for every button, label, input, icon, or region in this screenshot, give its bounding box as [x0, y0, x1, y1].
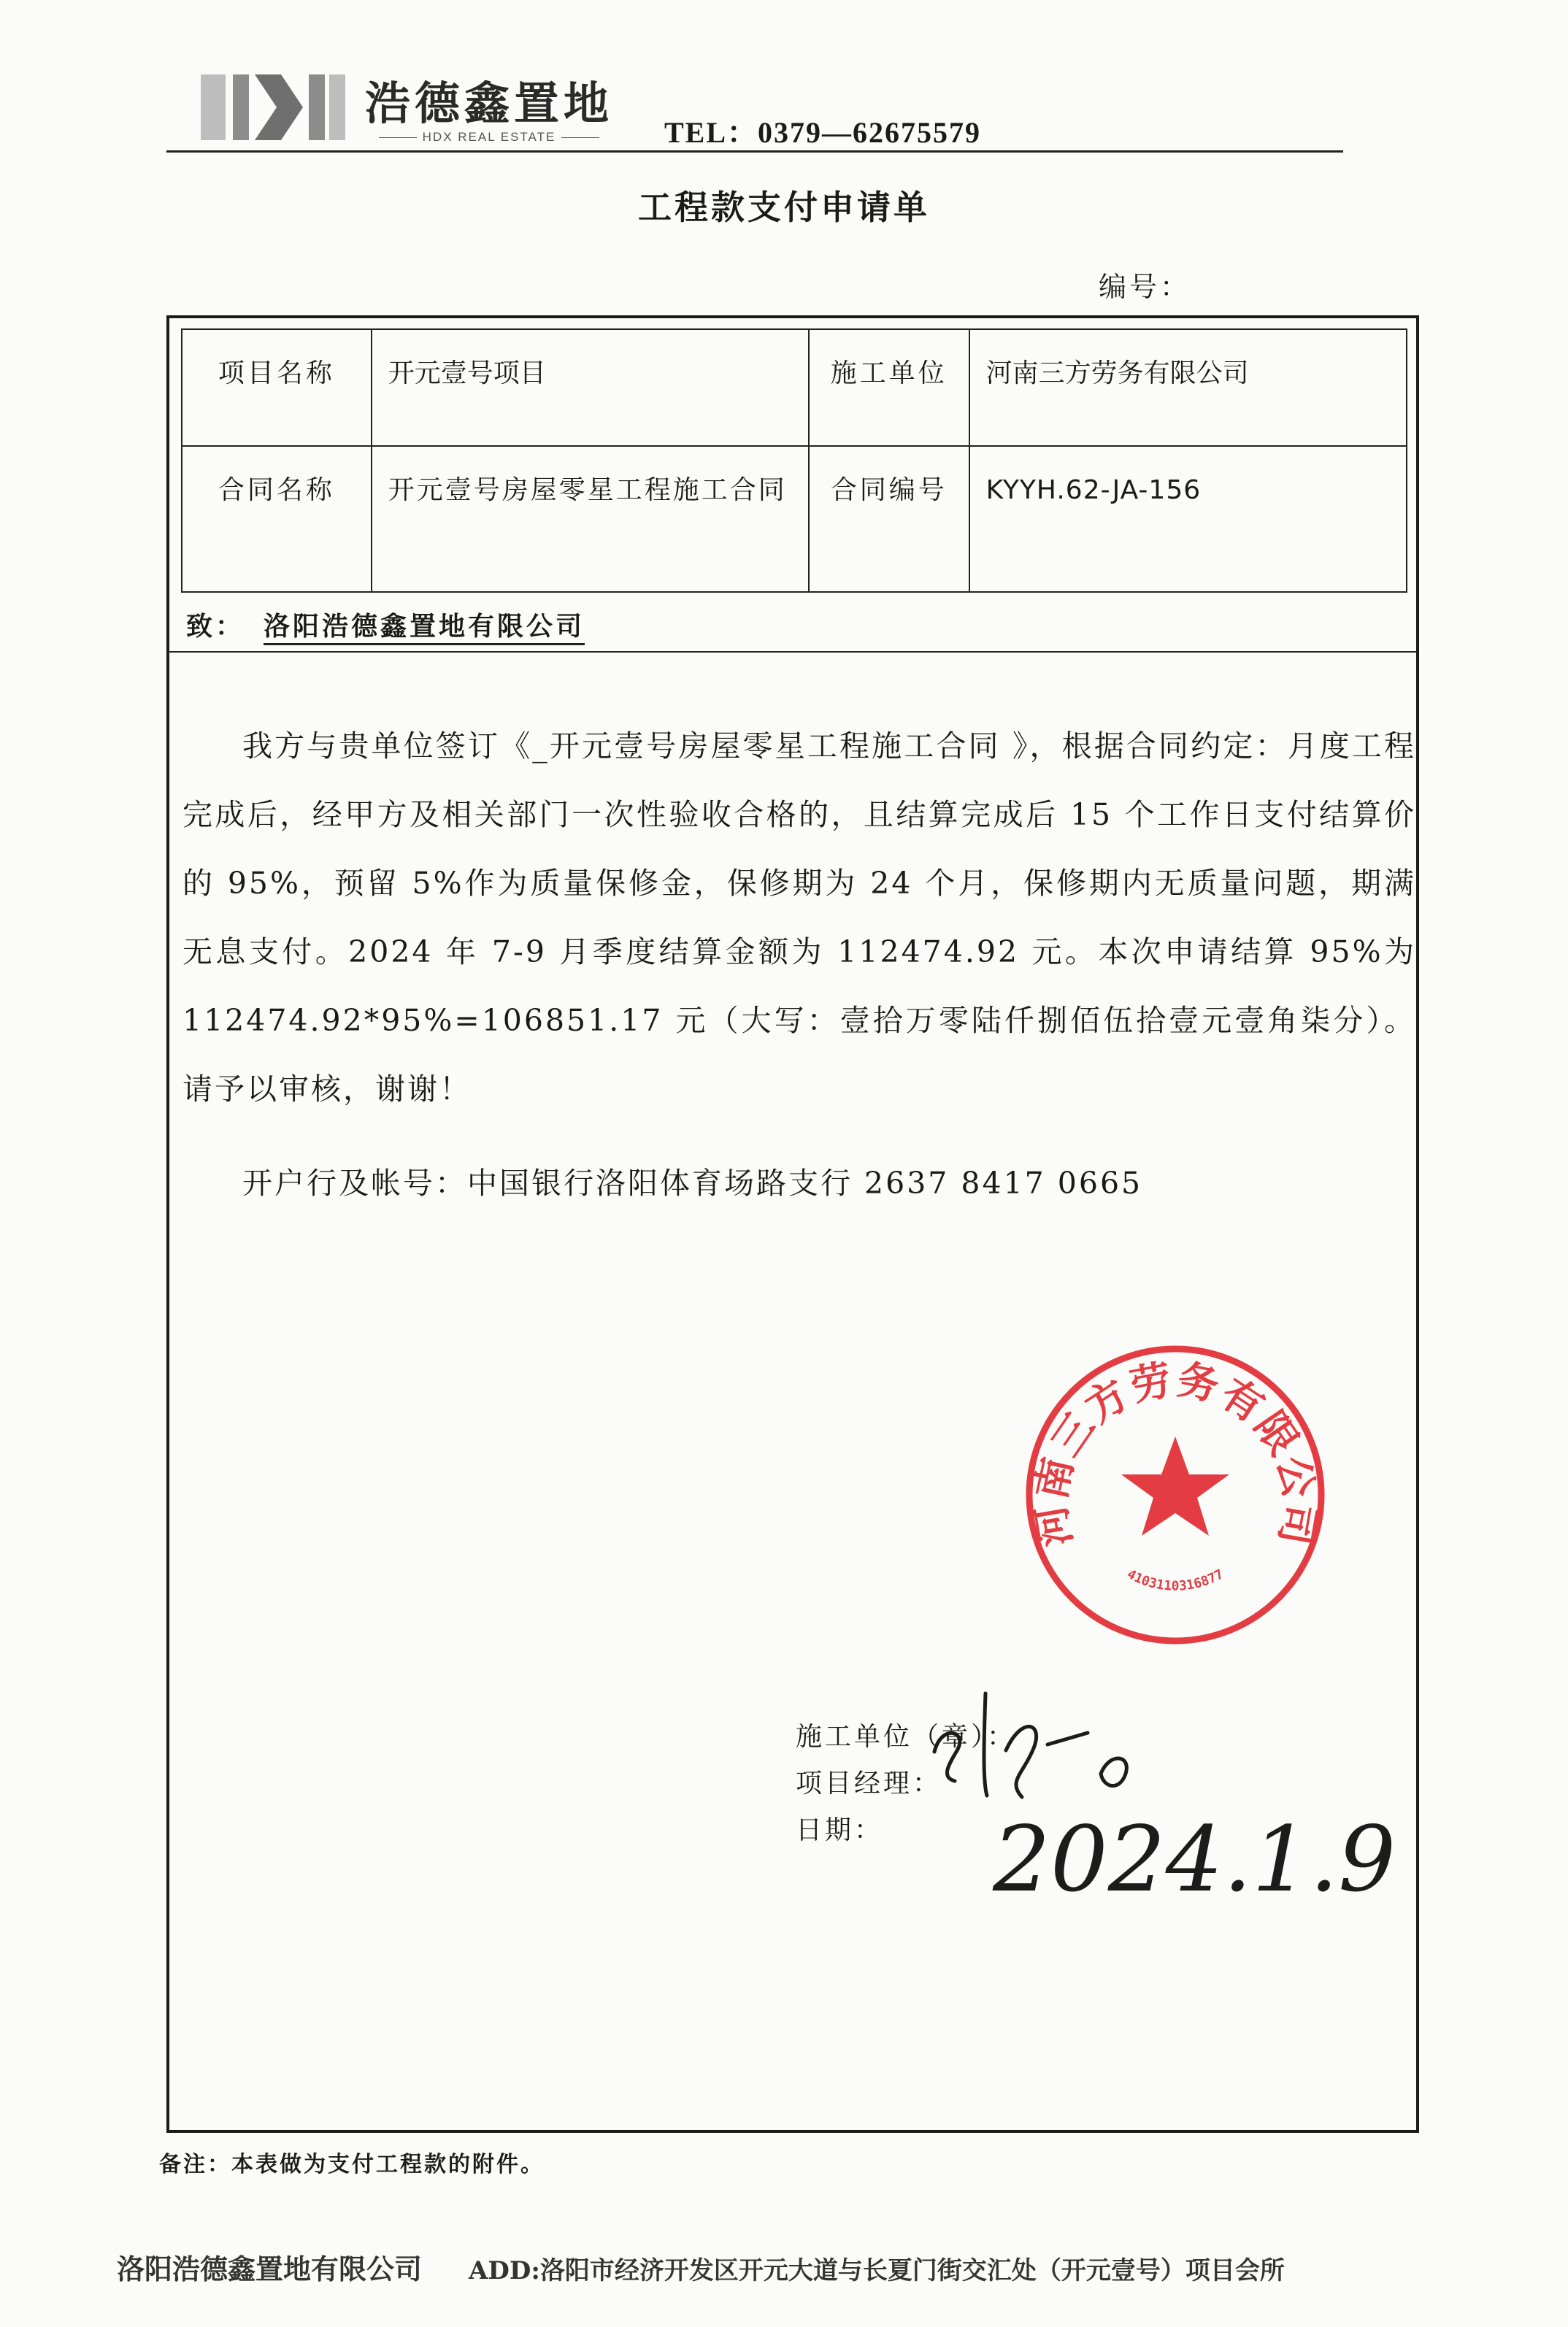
handwritten-signature: [912, 1672, 1396, 1927]
project-name-label: 项目名称: [182, 329, 372, 446]
footer-address: ADD:洛阳市经济开发区开元大道与长夏门街交汇处（开元壹号）项目会所: [469, 2256, 1285, 2285]
contract-number-label: 合同编号: [809, 446, 969, 592]
application-paragraph: 我方与贵单位签订《_开元壹号房屋零星工程施工合同 》，根据合同约定：月度工程完成后，经甲方及相关部门一次性验收合格的，且结算完成后 15 个工作日支付结算价的 95%，预留 5%作为质量保修金，保修期为 24 个月，保修期内无质量问题，期满无息支付。2024 年 7-9 月季度结算金额为 112474.92 元。本次申请结算 95%为 112474.92*95%=106851.17 元（大写：壹拾万零陆仟捌佰伍拾壹元壹角柒分）。请予以审核，谢谢！: [182, 728, 1416, 1107]
contractor-seal-label: 施工单位（章）：: [796, 1722, 1017, 1752]
page-footer: [117, 2247, 1285, 2287]
contract-name-value: 开元壹号房屋零星工程施工合同: [372, 446, 809, 592]
table-row: [182, 446, 1407, 592]
application-body: [182, 712, 1416, 1123]
contract-name-label: 合同名称: [182, 446, 372, 592]
bank-account-line: 开户行及帐号：中国银行洛阳体育场路支行 2637 8417 0665: [242, 1166, 1143, 1201]
letterhead-divider: [166, 150, 1343, 153]
footer-company: 洛阳浩德鑫置地有限公司: [117, 2253, 423, 2285]
addressee-line: [186, 606, 585, 643]
table-row: [182, 329, 1407, 446]
document-title: 工程款支付申请单: [638, 188, 930, 227]
contractor-value: 河南三方劳务有限公司: [969, 329, 1407, 446]
project-name-value: 开元壹号项目: [372, 329, 809, 446]
project-info-table: [181, 328, 1407, 593]
seal-text: 河南三方劳务有限公司: [1026, 1355, 1324, 1550]
svg-text:4103110316877: [1124, 1566, 1226, 1594]
contract-number-value: KYYH.62-JA-156: [969, 446, 1407, 592]
date-label: 日期：: [796, 1815, 884, 1845]
serial-number-label: 编号：: [1099, 271, 1191, 303]
letterhead-telephone: TEL：0379—62675579: [664, 116, 982, 149]
footnote: 备注：本表做为支付工程款的附件。: [159, 2152, 545, 2177]
letterhead-company-english: HDX REAL ESTATE: [372, 130, 606, 145]
seal-code: 4103110316877: [1124, 1566, 1226, 1594]
company-seal-icon: [1015, 1334, 1336, 1655]
project-manager-label: 项目经理：: [796, 1769, 942, 1799]
addressee-label: 致：: [186, 611, 245, 642]
letterhead-company-name: 浩德鑫置地: [365, 77, 614, 130]
contractor-label: 施工单位: [809, 329, 969, 446]
company-logo-icon: [201, 67, 347, 147]
addressee-divider: [169, 651, 1416, 653]
addressee-name: 洛阳浩德鑫置地有限公司: [264, 611, 585, 645]
handwritten-date: 2024.1.9: [993, 1807, 1396, 1912]
